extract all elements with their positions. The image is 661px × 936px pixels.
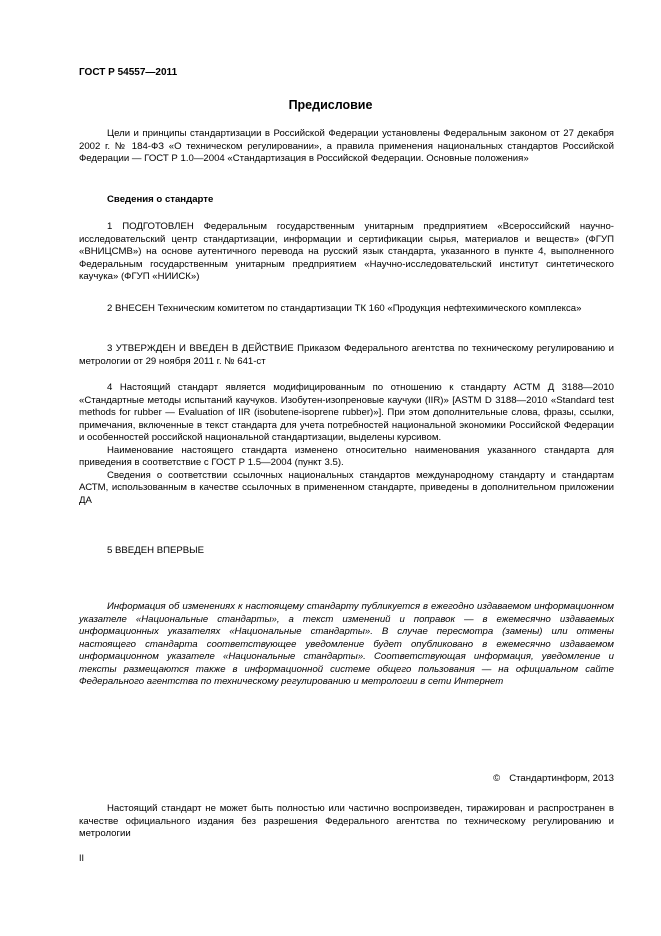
- reproduction-section: [79, 803, 614, 841]
- item-2-paragraph: 2 ВНЕСЕН Техническим комитетом по стандартизации ТК 160 «Продукция нефтехимического комплекса»: [107, 303, 582, 314]
- page-title: Предисловие: [288, 98, 373, 112]
- intro-section: [79, 128, 614, 166]
- notice-section: [79, 601, 614, 689]
- item-3: [79, 343, 614, 368]
- reproduction-paragraph: Настоящий стандарт не может быть полностью или частично воспроизведен, тиражирован и распространен в качестве официального издания без разрешения Федерального агентства по техническому регулированию и метрологии: [79, 803, 614, 839]
- item-1: [79, 221, 614, 284]
- item-5-paragraph: 5 ВВЕДЕН ВПЕРВЫЕ: [107, 545, 205, 556]
- document-id: ГОСТ Р 54557—2011: [79, 67, 178, 78]
- item-5: [79, 545, 614, 558]
- item-1-paragraph: 1 ПОДГОТОВЛЕН Федеральным государственным унитарным предприятием «Всероссийский научно-исследовательский центр стандартизации, информации и сертификации сырья, материалов и веществ» (ФГУП «ВНИЦСМВ») на основе аутентичного перевода на русский язык стандарта, указанного в пункте 4, выполненного Федеральным государственным унитарным предприятием «Научно-исследовательский институт синтетического каучука» (ФГУП «НИИСК»): [79, 221, 614, 282]
- intro-paragraph: Цели и принципы стандартизации в Российской Федерации установлены Федеральным законом от 27 декабря 2002 г. № 184-ФЗ «О техническом регулировании», а правила применения национальных стандартов Российской Федерации — ГОСТ Р 1.0—2004 «Стандартизация в Российской Федерации. Основные положения»: [79, 128, 614, 164]
- notice-paragraph: Информация об изменениях к настоящему стандарту публикуется в ежегодно издаваемом информационном указателе «Национальные стандарты», а текст изменений и поправок — в ежемесячно издаваемых информационных указателях «Национальные стандарты». В случае пересмотра (замены) или отмены настоящего стандарта соответствующее уведомление будет опубликовано в ежемесячно издаваемом информационном указателе «Национальные стандарты». Соответствующая информация, уведомление и тексты размещаются также в информационной системе общего пользования — на официальном сайте Федерального агентства по техническому регулированию и метрологии в сети Интернет: [79, 601, 614, 687]
- item-4-paragraph-2: Наименование настоящего стандарта изменено относительно наименования указанного стандарта для приведения в соответствие с ГОСТ Р 1.5—2004 (пункт 3.5).: [79, 444, 614, 468]
- copyright-text: Стандартинформ, 2013: [509, 773, 614, 784]
- item-4-paragraph-1: 4 Настоящий стандарт является модифицированным по отношению к стандарту АСТМ Д 3188—2010 «Стандартные методы испытаний каучуков. Изобутен-изопреновые каучуки (IIR)» [ASTM D 3188—2010 «Standard test methods for rubber — Evaluation of IIR (isobutene-isoprene rubber)»]. При этом дополнительные слова, фразы, ссылки, примечания, включенные в текст стандарта для учета потребностей национальной экономики Российской Федерации и особенностей российской национальной стандартизации, выделены курсивом.: [79, 382, 614, 443]
- page-number: II: [79, 853, 85, 863]
- copyright-line: [493, 773, 614, 785]
- info-heading: Сведения о стандарте: [107, 194, 214, 205]
- item-2: [79, 303, 614, 316]
- item-4-paragraph-3: Сведения о соответствии ссылочных национальных стандартов международному стандарту и стандартам АСТМ, использованным в качестве ссылочных в примененном стандарте, приведены в дополнительном приложении ДА: [79, 469, 614, 506]
- item-4: [79, 382, 614, 507]
- copyright-icon: ©: [493, 773, 501, 784]
- item-3-paragraph: 3 УТВЕРЖДЕН И ВВЕДЕН В ДЕЙСТВИЕ Приказом Федерального агентства по техническому регулированию и метрологии от 29 ноября 2011 г. № 641-ст: [79, 343, 614, 367]
